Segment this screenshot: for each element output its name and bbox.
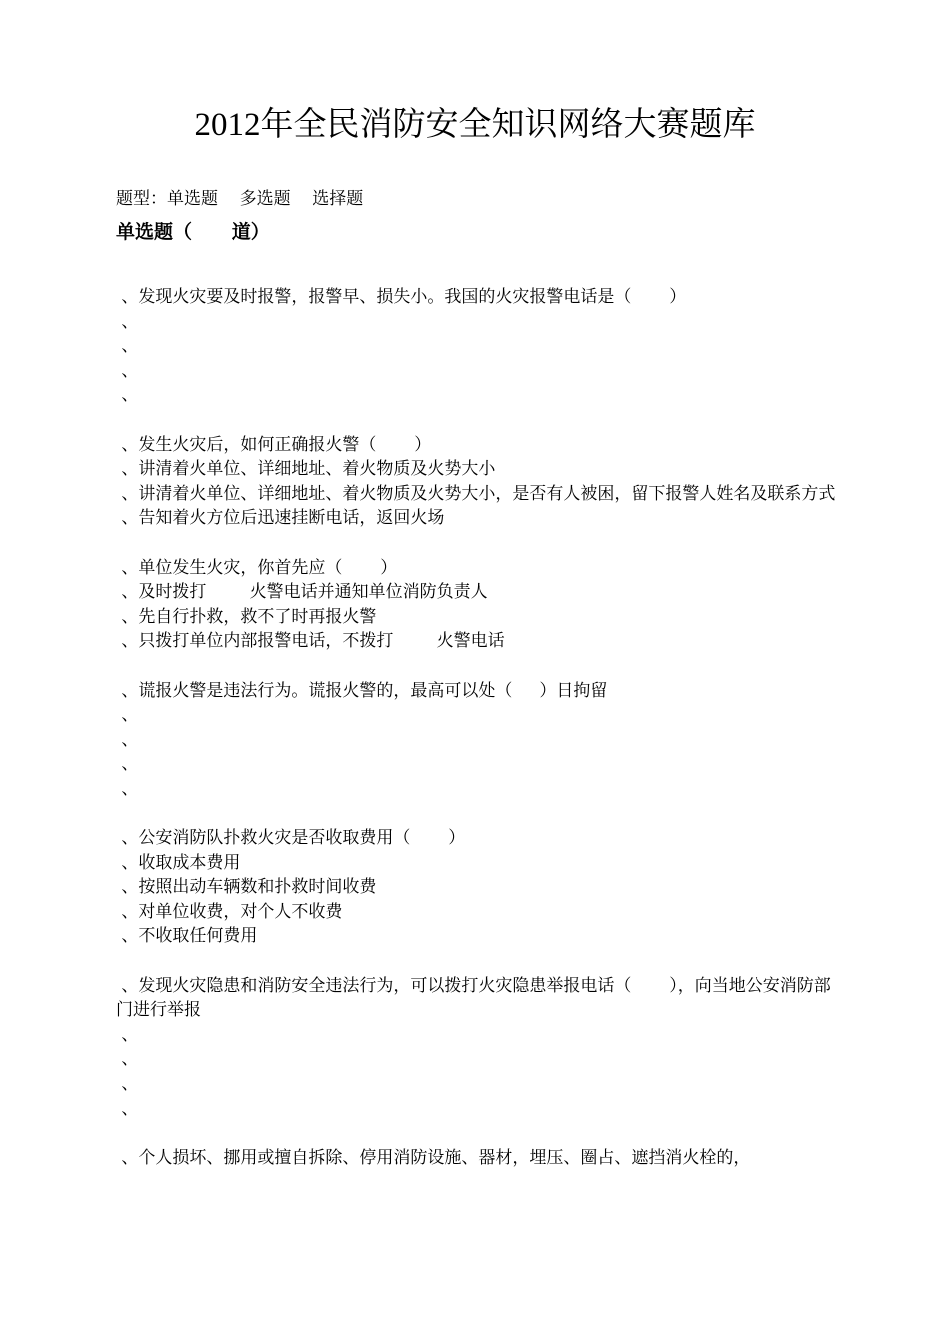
question-block <box>116 556 841 654</box>
question-stem: 、单位发生火灾，你首先应（ ） <box>116 557 398 578</box>
question-list <box>116 285 841 1195</box>
answer-option: 、 <box>116 705 139 726</box>
question-block <box>116 974 841 1122</box>
question-block <box>116 826 841 949</box>
answer-option: 、先自行扑救，救不了时再报火警 <box>116 606 377 627</box>
answer-option: 、收取成本费用 <box>116 852 241 873</box>
answer-option: 、 <box>116 1024 139 1045</box>
answer-option: 、对单位收费，对个人不收费 <box>116 901 343 922</box>
question-block <box>116 285 841 408</box>
question-stem: 、个人损坏、挪用或擅自拆除、停用消防设施、器材，埋压、圈占、遮挡消火栓的， <box>116 1147 751 1168</box>
answer-option: 、 <box>116 385 139 406</box>
answer-option: 、讲清着火单位、详细地址、着火物质及火势大小 <box>116 459 496 480</box>
question-block <box>116 1146 841 1171</box>
question-stem: 、发现火灾要及时报警，报警早、损失小。我国的火灾报警电话是（ ） <box>116 287 687 307</box>
document-title: 2012年全民消防安全知识网络大赛题库 <box>194 107 756 143</box>
answer-option: 、 <box>116 336 139 357</box>
answer-option: 、 <box>116 1049 139 1070</box>
answer-option: 、只拨打单位内部报警电话，不拨打 火警电话 <box>116 631 505 652</box>
answer-option: 、 <box>116 778 139 799</box>
answer-option: 、 <box>116 754 139 775</box>
answer-option: 、 <box>116 729 139 750</box>
question-stem: 、发生火灾后，如何正确报火警（ ） <box>116 434 432 455</box>
question-types-line: 题型：单选题 多选题 选择题 <box>116 189 364 209</box>
answer-option: 、讲清着火单位、详细地址、着火物质及火势大小，是否有人被困，留下报警人姓名及联系方式 <box>116 483 836 504</box>
answer-option: 、及时拨打 火警电话并通知单位消防负责人 <box>116 582 488 603</box>
question-block <box>116 679 841 802</box>
answer-option: 、 <box>116 1098 139 1119</box>
question-stem: 、发现火灾隐患和消防安全违法行为，可以拨打火灾隐患举报电话（ ），向当地公安消防部门进行举报 <box>116 975 831 1021</box>
answer-option: 、告知着火方位后迅速挂断电话，返回火场 <box>116 508 445 529</box>
answer-option: 、按照出动车辆数和扑救时间收费 <box>116 877 377 898</box>
answer-option: 、 <box>116 311 139 332</box>
answer-option: 、 <box>116 360 139 381</box>
question-block <box>116 433 841 531</box>
answer-option: 、不收取任何费用 <box>116 926 258 947</box>
answer-option: 、 <box>116 1074 139 1094</box>
question-stem: 、谎报火警是违法行为。谎报火警的，最高可以处（ ）日拘留 <box>116 680 608 701</box>
question-stem: 、公安消防队扑救火灾是否收取费用（ ） <box>116 828 466 849</box>
section-heading: 单选题（ 道） <box>116 221 270 243</box>
